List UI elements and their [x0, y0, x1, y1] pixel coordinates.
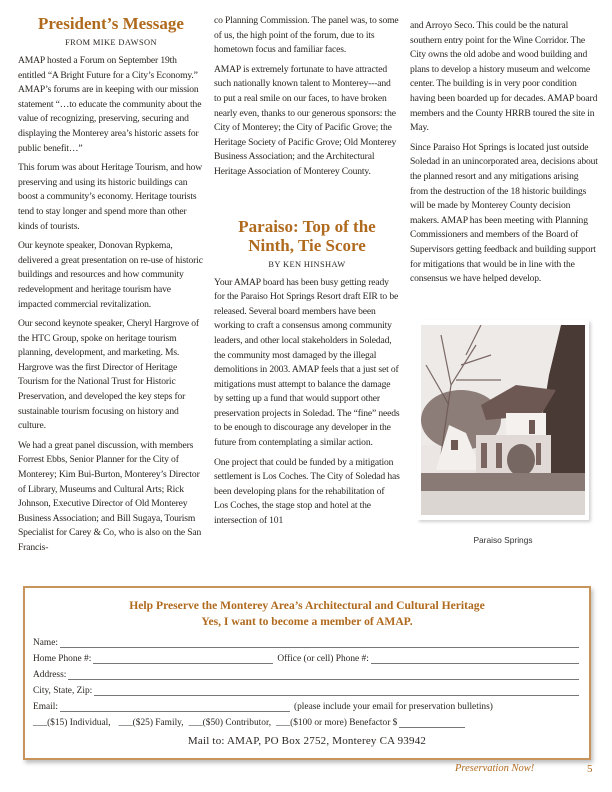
- address-row: [33, 666, 579, 680]
- paragraph: AMAP hosted a Forum on September 19th entitled “A Bright Future for a City’s Economy.” AMAP’s forums are in keeping with our mission statement “…to educate the community about the value of recognizing, preserving, securing and displaying the Monterey area’s historic assets for public benefit…”: [18, 55, 202, 154]
- form-title: Help Preserve the Monterey Area’s Architectural and Cultural Heritage: [129, 599, 485, 612]
- column-2: [214, 14, 400, 534]
- paragraph: Our second keynote speaker, Cheryl Hargrove of the HTC Group, spoke on heritage tourism planning, development, and marketing. Ms. Hargrove was the first Director of Heritage Tourism for the National Trust for Historic Preservation, and developed the key steps for sustainable tourism focusing on history and culture.: [18, 318, 199, 432]
- office-phone-label: Office (or cell) Phone #:: [277, 654, 369, 664]
- home-phone-field[interactable]: [93, 653, 273, 664]
- address-field[interactable]: [68, 669, 579, 680]
- level-benefactor[interactable]: ___($100 or more) Benefactor $: [276, 718, 398, 728]
- mail-to-address: Mail to: AMAP, PO Box 2752, Monterey CA 93942: [187, 735, 427, 747]
- paraiso-article-byline: BY KEN HINSHAW: [268, 259, 346, 269]
- membership-form: [23, 586, 591, 760]
- photo-house-icon: [421, 325, 585, 515]
- level-contributor[interactable]: ___($50) Contributor,: [188, 718, 272, 728]
- presidents-message-byline: FROM MIKE DAWSON: [65, 38, 157, 47]
- paragraph: co Planning Commission. The panel was, to some of us, the high point of the forum, due to its hometown focus and familiar faces.: [214, 15, 399, 56]
- paragraph: This forum was about Heritage Tourism, and how preserving and using its historic buildings can boost a community’s economy. Heritage tourists tend to stay longer and spend more than other kinds of tourists.: [18, 162, 203, 232]
- email-field[interactable]: [60, 701, 290, 712]
- phone-row: [33, 650, 579, 664]
- paragraph: One project that could be funded by a mitigation settlement is Los Coches. The City of Soledad has been developing plans for the rehabilitation of Los Coches, the stage stop and hotel at the intersection of 101: [214, 456, 400, 527]
- paraiso-springs-photo: [417, 320, 589, 520]
- email-note: (please include your email for preservation bulletins): [294, 702, 493, 712]
- photo-caption: Paraiso Springs: [473, 535, 533, 545]
- presidents-message-title: President’s Message: [38, 14, 184, 33]
- benefactor-amount-field[interactable]: [399, 717, 465, 728]
- email-label: Email:: [33, 702, 58, 712]
- city-state-zip-label: City, State, Zip:: [33, 686, 93, 696]
- paragraph: AMAP is extremely fortunate to have attracted such nationally known talent to Monterey---and to put a real smile on our faces, to have broken nearly even, thanks to our generous sponsors: the City of Monterey; the City of Pacific Grove; the Heritage Society of Pacific Grove; Old Monterey Business Association; and the Architectural Heritage Association of Monterey County.: [214, 63, 397, 177]
- paragraph: Our keynote speaker, Donovan Rypkema, delivered a great presentation on re-use of historic buildings and resources and how community redevelopment and heritage tourism have impacted commercial revitalization.: [18, 240, 203, 310]
- email-row: [33, 698, 579, 712]
- city-state-zip-field[interactable]: [94, 685, 579, 696]
- publication-name: Preservation Now!: [455, 763, 535, 774]
- city-row: [33, 682, 579, 696]
- form-subtitle: Yes, I want to become a member of AMAP.: [201, 615, 413, 628]
- page-number: 5: [587, 763, 593, 775]
- paragraph: Since Paraiso Hot Springs is located just outside Soledad in an unincorporated area, decisions about the planned resort and any mitigations arising from the destruction of the 18 historic buildings will be made by Monterey County decision makers. AMAP has been meeting with Planning Commissioners and members of the Board of Supervisors getting feedback and building support for mitigations that would be in line with the consensus we have helped develop.: [410, 141, 598, 285]
- name-row: [33, 634, 579, 648]
- paragraph: and Arroyo Seco. This could be the natural southern entry point for the Wine Corridor. The City owns the old adobe and wood building and plans to develop a history museum and welcome center. The building is in very poor condition having been boarded up for decades. AMAP board members and the County HRRB toured the site in May.: [410, 20, 598, 134]
- address-label: Address:: [33, 670, 67, 680]
- level-individual[interactable]: ___($15) Individual,: [33, 718, 111, 728]
- column-1: [18, 14, 204, 561]
- paragraph: We had a great panel discussion, with members Forrest Ebbs, Senior Planner for the City of Monterey; Kim Bui-Burton, Monterey’s Director of Library, Museums and Cultural Arts; Rick Johnson, Executive Director of Old Monterey Business Association; and Bill Sugaya, Tourism Specialist for Carey & Co, who is also on the San Francis-: [18, 439, 202, 553]
- home-phone-label: Home Phone #:: [33, 654, 92, 664]
- name-label: Name:: [33, 638, 58, 648]
- column-3: [410, 19, 598, 292]
- office-phone-field[interactable]: [371, 653, 579, 664]
- name-field[interactable]: [60, 637, 579, 648]
- level-family[interactable]: ___($25) Family,: [118, 718, 184, 728]
- paragraph: Your AMAP board has been busy getting ready for the Paraiso Hot Springs Resort draft EIR to be released. Several board members have been working to craft a consensus among community leaders, and other local stakeholders in Soledad, the community most damaged by the illegal demolitions in 2003. AMAP feels that a just set of mitigations must attempt to balance the damage by setting up a fund that would support other preservation projects in Soledad. The “fine” needs to be enough to discourage any developer in the future from contemplating a similar action.: [214, 276, 400, 449]
- membership-levels-row: [33, 714, 579, 728]
- paraiso-article-title: Paraiso: Top of the Ninth, Tie Score: [238, 216, 376, 255]
